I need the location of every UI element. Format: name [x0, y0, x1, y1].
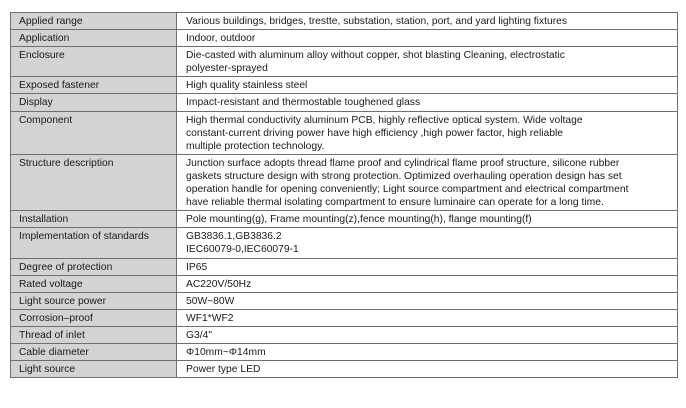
- value-line: Indoor, outdoor: [186, 33, 256, 45]
- row-label: Structure description: [11, 154, 177, 210]
- value-line: Φ10mm~Φ14mm: [186, 346, 266, 358]
- value-line: IP65: [186, 261, 208, 273]
- value-line: High thermal conductivity aluminum PCB, highly reflective optical system. Wide voltage: [186, 114, 583, 126]
- table-row: [11, 275, 678, 292]
- row-value: [177, 258, 678, 275]
- row-label: Thread of inlet: [11, 326, 177, 343]
- table-row: [11, 343, 678, 360]
- row-label: Light source: [11, 361, 177, 378]
- row-label: Rated voltage: [11, 275, 177, 292]
- spec-table-container: [10, 12, 677, 378]
- table-row: [11, 30, 678, 47]
- row-value: [177, 211, 678, 228]
- table-row: [11, 361, 678, 378]
- row-label: Display: [11, 94, 177, 111]
- row-value: [177, 275, 678, 292]
- value-line: Power type LED: [186, 364, 261, 376]
- value-line: Die-casted with aluminum alloy without copper, shot blasting Cleaning, electrostatic: [186, 50, 565, 62]
- value-line: GB3836.1,GB3836.2: [186, 231, 282, 243]
- row-label: Installation: [11, 211, 177, 228]
- table-row: [11, 228, 678, 258]
- table-row: [11, 111, 678, 154]
- table-row: [11, 292, 678, 309]
- row-value: [177, 47, 678, 77]
- row-value: [177, 292, 678, 309]
- value-line: Various buildings, bridges, trestte, substation, station, port, and yard lighting fixtures: [186, 16, 567, 27]
- table-row: [11, 211, 678, 228]
- value-line: High quality stainless steel: [186, 80, 308, 92]
- row-value: [177, 13, 678, 30]
- table-row: [11, 94, 678, 111]
- row-label: Component: [11, 111, 177, 154]
- value-line: Pole mounting(g), Frame mounting(z),fence mounting(h), flange mounting(f): [186, 214, 532, 226]
- row-label: Degree of protection: [11, 258, 177, 275]
- row-value: [177, 326, 678, 343]
- row-value: [177, 228, 678, 258]
- value-line: have reliable thermal isolating compartment to ensure luminaire can operate for a long time.: [186, 197, 604, 209]
- row-label: Application: [11, 30, 177, 47]
- table-row: [11, 77, 678, 94]
- value-line: IEC60079-0,IEC60079-1: [186, 244, 299, 256]
- row-value: [177, 94, 678, 111]
- table-row: [11, 154, 678, 210]
- row-label: Implementation of standards: [11, 228, 177, 258]
- row-label: Applied range: [11, 13, 177, 30]
- row-label: Exposed fastener: [11, 77, 177, 94]
- value-line: AC220V/50Hz: [186, 278, 252, 290]
- row-value: [177, 343, 678, 360]
- value-line: gaskets structure design with strong protection. Optimized overhauling operation design has set: [186, 170, 622, 182]
- table-row: [11, 309, 678, 326]
- value-line: WF1*WF2: [186, 312, 234, 324]
- value-line: 50W~80W: [186, 295, 235, 307]
- row-value: [177, 309, 678, 326]
- row-label: Light source power: [11, 292, 177, 309]
- value-line: multiple protection technology.: [186, 140, 325, 152]
- value-line: operation handle for opening conveniently; Light source compartment and electrical compartment: [186, 184, 629, 196]
- row-label: Enclosure: [11, 47, 177, 77]
- row-label: Cable diameter: [11, 343, 177, 360]
- row-value: [177, 30, 678, 47]
- table-row: [11, 258, 678, 275]
- row-label: Corrosion–proof: [11, 309, 177, 326]
- value-line: polyester-sprayed: [186, 63, 268, 75]
- table-row: [11, 13, 678, 30]
- value-line: Junction surface adopts thread flame proof and cylindrical flame proof structure, silicone rubber: [186, 157, 620, 169]
- value-line: constant-current driving power have high efficiency ,high power factor, high reliable: [186, 127, 564, 139]
- row-value: [177, 77, 678, 94]
- row-value: [177, 361, 678, 378]
- row-value: [177, 154, 678, 210]
- value-line: Impact-resistant and thermostable toughened glass: [186, 97, 421, 109]
- row-value: [177, 111, 678, 154]
- table-row: [11, 47, 678, 77]
- table-row: [11, 326, 678, 343]
- value-line: G3/4": [186, 329, 212, 341]
- spec-table: [10, 12, 678, 378]
